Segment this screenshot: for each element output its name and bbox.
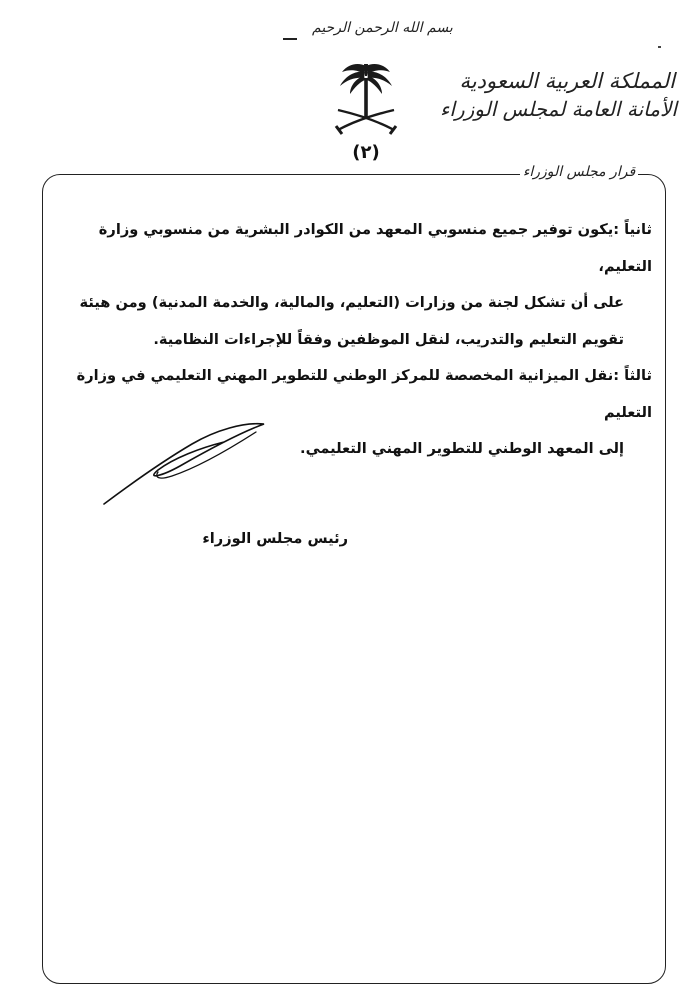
decision-label: قرار مجلس الوزراء: [520, 164, 638, 180]
clause-3-line-2: إلى المعهد الوطني للتطوير المهني التعليمي.: [300, 440, 624, 457]
frame-gap: [640, 178, 652, 180]
basmala: بسم الله الرحمن الرحيم: [312, 20, 453, 36]
saudi-emblem-palm-swords-icon: [330, 60, 402, 144]
clause-2-line-1: ثانياً :يكون توفير جميع منسوبي المعهد من الكوادر البشرية من منسوبي وزارة التعليم،: [98, 221, 652, 275]
page-number: (٢): [352, 142, 380, 163]
secretariat-title: الأمانة العامة لمجلس الوزراء: [440, 97, 677, 121]
handwritten-signature: [98, 420, 270, 512]
kingdom-title: المملكة العربية السعودية: [459, 69, 675, 93]
letterhead: [440, 68, 675, 124]
clause-3-line-1: ثالثاً :نقل الميزانية المخصصة للمركز الوطني للتطوير المهني التعليمي في وزارة التعليم: [76, 367, 652, 421]
signatory-title: رئيس مجلس الوزراء: [202, 530, 348, 547]
basmala-dash: [283, 38, 297, 40]
clause-2-line-2: على أن تشكل لجنة من وزارات (التعليم، والمالية، والخدمة المدنية) ومن هيئة: [79, 294, 624, 311]
corner-mark: [658, 46, 661, 48]
clause-2-line-3: تقويم التعليم والتدريب، لنقل الموظفين وفقاً للإجراءات النظامية.: [153, 330, 624, 348]
